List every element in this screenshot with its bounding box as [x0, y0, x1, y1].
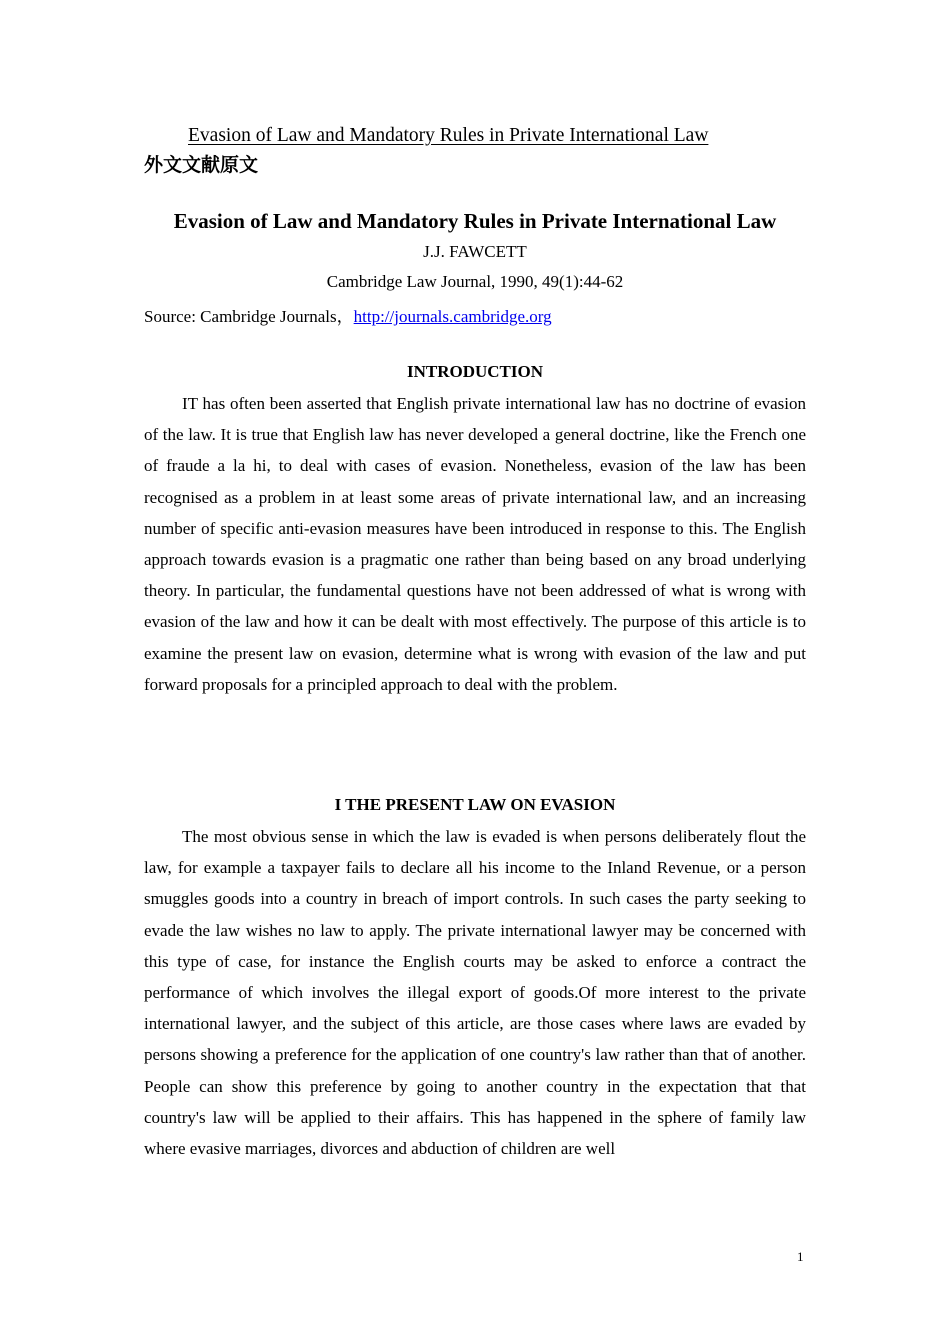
paragraph-present-law: The most obvious sense in which the law is evaded is when persons deliberately flout the law, for example a taxpayer fails to declare all his income to the Inland Revenue, or a person smuggles goods into a country in breach of import controls. In such cases the party seeking to evade the law wishes no law to apply. The private international lawyer may be concerned with this type of case, for instance the English courts may be asked to enforce a contract the performance of which involves the illegal export of goods.Of more interest to the private international lawyer, and the subject of this article, are those cases where laws are evaded by persons showing a preference for the application of one country's law rather than that of another. People can show this preference by going to another country in the expectation that that country's law will be applied to their affairs. This has happened in the sphere of family law where evasive marriages, divorces and abduction of children are well	[144, 827, 806, 1159]
header-cn-label: 外文文献原文	[144, 154, 259, 176]
section-heading-introduction: INTRODUCTION	[406, 362, 544, 381]
source-link[interactable]: http://journals.cambridge.org	[353, 307, 552, 326]
article-source	[144, 302, 552, 327]
section-heading-present-law: I THE PRESENT LAW ON EVASION	[334, 795, 616, 814]
header-title: Evasion of Law and Mandatory Rules in Private International Law	[188, 125, 709, 146]
source-label: Source: Cambridge Journals，	[144, 307, 354, 326]
article-journal: Cambridge Law Journal, 1990, 49(1):44-62	[326, 272, 624, 291]
paragraph-introduction: IT has often been asserted that English private international law has no doctrine of evasion of the law. It is true that English law has never developed a general doctrine, like the French one of fraude a la hi, to deal with cases of evasion. Nonetheless, evasion of the law has been recognised as a problem in at least some areas of private international law, and an increasing number of specific anti-evasion measures have been introduced in response to this. The English approach towards evasion is a pragmatic one rather than being based on any broad underlying theory. In particular, the fundamental questions have not been addressed of what is wrong with evasion of the law and how it can be dealt with most effectively. The purpose of this article is to examine the present law on evasion, determine what is wrong with evasion of the law and put forward proposals for a principled approach to deal with the problem.	[144, 394, 806, 694]
page-number: 1	[797, 1249, 804, 1264]
article-author: J.J. FAWCETT	[423, 242, 527, 261]
article-title: Evasion of Law and Mandatory Rules in Private International Law	[173, 209, 777, 233]
